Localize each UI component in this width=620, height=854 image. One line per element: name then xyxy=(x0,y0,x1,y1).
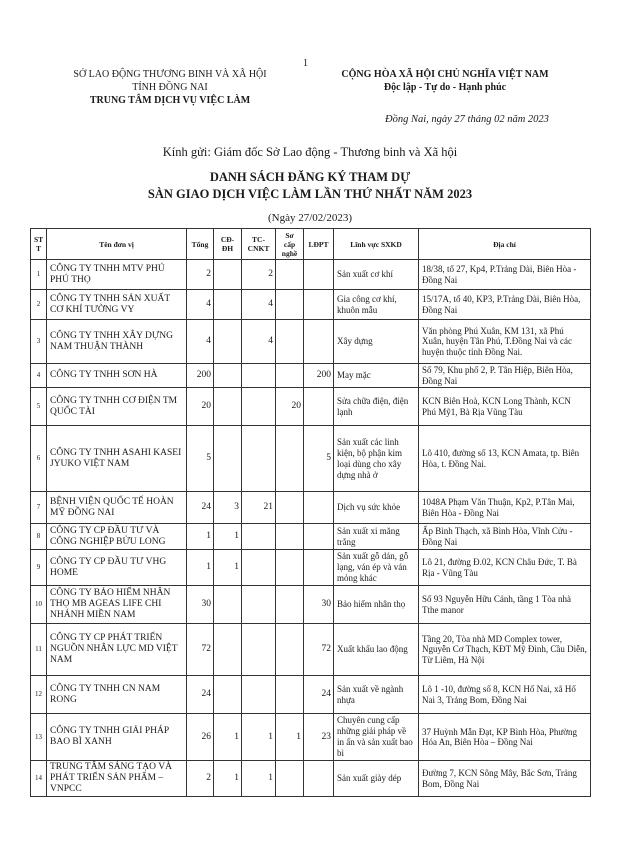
college-count: 1 xyxy=(214,550,242,586)
table-row xyxy=(31,761,591,797)
row-number: 6 xyxy=(31,426,47,492)
registration-table-container xyxy=(30,228,590,797)
row-number: 3 xyxy=(31,320,47,364)
business-field: Sản xuất cơ khí xyxy=(334,260,419,290)
unit-name: CÔNG TY TNHH CƠ ĐIỆN TM QUỐC TÀI xyxy=(47,388,187,426)
header-stt: ST T xyxy=(31,229,47,260)
primary-vocational-count xyxy=(276,290,304,320)
primary-vocational-count xyxy=(276,624,304,676)
address: Lô 21, đường Đ.02, KCN Châu Đức, T. Bà Rịa - Vũng Tàu xyxy=(419,550,591,586)
total-count: 72 xyxy=(187,624,214,676)
table-row xyxy=(31,714,591,761)
general-labor-count xyxy=(304,388,334,426)
row-number: 14 xyxy=(31,761,47,797)
address: Đường 7, KCN Sông Mây, Bắc Sơn, Trảng Bom, Đồng Nai xyxy=(419,761,591,797)
address: 37 Huỳnh Mẫn Đạt, KP Bình Hòa, Phường Hóa An, Biên Hòa – Đồng Nai xyxy=(419,714,591,761)
header-business-field: Lĩnh vực SXKD xyxy=(334,229,419,260)
document-date: (Ngày 27/02/2023) xyxy=(267,212,352,224)
header-address: Địa chỉ xyxy=(419,229,591,260)
primary-vocational-count xyxy=(276,260,304,290)
business-field: May mặc xyxy=(334,364,419,388)
business-field: Xây dựng xyxy=(334,320,419,364)
table-row xyxy=(31,388,591,426)
unit-name: CÔNG TY TNHH SẢN XUẤT CƠ KHÍ TƯỜNG VY xyxy=(47,290,187,320)
college-count xyxy=(214,676,242,714)
address: Lô 410, đường số 13, KCN Amata, tp. Biên Hòa, t. Đồng Nai. xyxy=(419,426,591,492)
general-labor-count xyxy=(304,320,334,364)
national-header xyxy=(325,68,565,94)
general-labor-count: 23 xyxy=(304,714,334,761)
college-count xyxy=(214,260,242,290)
unit-name: CÔNG TY BẢO HIỂM NHÂN THỌ MB AGEAS LIFE CHI NHÁNH MIỀN NAM xyxy=(47,586,187,624)
table-row xyxy=(31,524,591,550)
general-labor-count xyxy=(304,550,334,586)
college-count xyxy=(214,586,242,624)
unit-name: TRUNG TÂM SÁNG TẠO VÀ PHÁT TRIỂN SẢN PHẨM – VNPCC xyxy=(47,761,187,797)
document-title-line-1: DANH SÁCH ĐĂNG KÝ THAM DỰ xyxy=(209,170,411,184)
table-row xyxy=(31,586,591,624)
vocational-count xyxy=(242,550,276,586)
vocational-count xyxy=(242,426,276,492)
row-number: 13 xyxy=(31,714,47,761)
vocational-count xyxy=(242,624,276,676)
unit-name: CÔNG TY TNHH GIẢI PHÁP BAO BÌ XANH xyxy=(47,714,187,761)
college-count xyxy=(214,426,242,492)
college-count: 1 xyxy=(214,761,242,797)
total-count: 200 xyxy=(187,364,214,388)
row-number: 9 xyxy=(31,550,47,586)
row-number: 11 xyxy=(31,624,47,676)
agency-line-3: TRUNG TÂM DỊCH VỤ VIỆC LÀM xyxy=(89,95,251,106)
header-general-labor: LĐPT xyxy=(304,229,334,260)
address: Tầng 20, Tòa nhà MD Complex tower, Nguyễn Cơ Thạch, KĐT Mỹ Đình, Cầu Diễn, Từ Liêm, Hà Nội xyxy=(419,624,591,676)
row-number: 12 xyxy=(31,676,47,714)
vocational-count: 2 xyxy=(242,260,276,290)
general-labor-count xyxy=(304,492,334,524)
primary-vocational-count xyxy=(276,524,304,550)
college-count: 3 xyxy=(214,492,242,524)
general-labor-count: 200 xyxy=(304,364,334,388)
general-labor-count xyxy=(304,761,334,797)
primary-vocational-count xyxy=(276,364,304,388)
unit-name: CÔNG TY TNHH ASAHI KASEI JYUKO VIỆT NAM xyxy=(47,426,187,492)
college-count xyxy=(214,320,242,364)
general-labor-count: 30 xyxy=(304,586,334,624)
business-field: Chuyên cung cấp những giải pháp về in ấn và sản xuất bao bì xyxy=(334,714,419,761)
table-row xyxy=(31,550,591,586)
address: 15/17A, tổ 40, KP3, P.Trảng Dài, Biên Hòa, Đồng Nai xyxy=(419,290,591,320)
address: 1048A Phạm Văn Thuận, Kp2, P.Tân Mai, Biên Hòa - Đồng Nai xyxy=(419,492,591,524)
address: 18/38, tổ 27, Kp4, P.Trảng Dài, Biên Hòa - Đồng Nai xyxy=(419,260,591,290)
unit-name: CÔNG TY TNHH SƠN HÀ xyxy=(47,364,187,388)
business-field: Sản xuất xi măng trắng xyxy=(334,524,419,550)
primary-vocational-count xyxy=(276,426,304,492)
national-motto: Độc lập - Tự do - Hạnh phúc xyxy=(383,82,507,93)
agency-header xyxy=(70,68,270,107)
nation-name: CỘNG HÒA XÃ HỘI CHỦ NGHĨA VIỆT NAM xyxy=(341,69,549,80)
address: Số 93 Nguyễn Hữu Cảnh, tầng 1 Tòa nhà Tthe manor xyxy=(419,586,591,624)
document-title-line-2: SÀN GIAO DỊCH VIỆC LÀM LẦN THỨ NHẤT NĂM 2023 xyxy=(147,187,473,201)
college-count xyxy=(214,290,242,320)
vocational-count xyxy=(242,586,276,624)
general-labor-count: 24 xyxy=(304,676,334,714)
row-number: 10 xyxy=(31,586,47,624)
business-field: Sản xuất về ngành nhựa xyxy=(334,676,419,714)
total-count: 2 xyxy=(187,260,214,290)
primary-vocational-count xyxy=(276,676,304,714)
business-field: Bảo hiểm nhân thọ xyxy=(334,586,419,624)
table-row xyxy=(31,492,591,524)
business-field: Sản xuất gỗ dán, gỗ lạng, ván ép và ván mỏng khác xyxy=(334,550,419,586)
header-unit-name: Tên đơn vị xyxy=(47,229,187,260)
table-row xyxy=(31,320,591,364)
business-field: Sửa chữa điện, điện lạnh xyxy=(334,388,419,426)
table-row xyxy=(31,364,591,388)
unit-name: BỆNH VIỆN QUỐC TẾ HOÀN MỸ ĐỒNG NAI xyxy=(47,492,187,524)
total-count: 30 xyxy=(187,586,214,624)
table-row xyxy=(31,624,591,676)
row-number: 2 xyxy=(31,290,47,320)
recipient-line: Kính gửi: Giám đốc Sở Lao động - Thương binh và Xã hội xyxy=(162,145,458,159)
total-count: 1 xyxy=(187,550,214,586)
general-labor-count xyxy=(304,260,334,290)
row-number: 7 xyxy=(31,492,47,524)
address: Văn phòng Phú Xuân, KM 131, xã Phú Xuân, huyện Tân Phú, T.Đồng Nai và các huyện thuộc tỉnh Đồng Nai. xyxy=(419,320,591,364)
primary-vocational-count: 1 xyxy=(276,714,304,761)
registration-table xyxy=(30,228,591,797)
address: Ấp Bình Thạch, xã Bình Hòa, Vĩnh Cửu - Đồng Nai xyxy=(419,524,591,550)
row-number: 1 xyxy=(31,260,47,290)
vocational-count: 4 xyxy=(242,290,276,320)
total-count: 26 xyxy=(187,714,214,761)
total-count: 5 xyxy=(187,426,214,492)
primary-vocational-count xyxy=(276,492,304,524)
primary-vocational-count xyxy=(276,320,304,364)
issue-date: Đồng Nai, ngày 27 tháng 02 năm 2023 xyxy=(385,114,549,125)
vocational-count xyxy=(242,364,276,388)
address: Số 79, Khu phố 2, P. Tân Hiệp, Biên Hòa, Đồng Nai xyxy=(419,364,591,388)
table-row xyxy=(31,426,591,492)
unit-name: CÔNG TY TNHH CN NAM RONG xyxy=(47,676,187,714)
total-count: 24 xyxy=(187,676,214,714)
agency-line-1: SỞ LAO ĐỘNG THƯƠNG BINH VÀ XÃ HỘI xyxy=(73,69,267,80)
unit-name: CÔNG TY CP ĐẦU TƯ VÀ CÔNG NGHIỆP BỬU LONG xyxy=(47,524,187,550)
college-count: 1 xyxy=(214,524,242,550)
total-count: 2 xyxy=(187,761,214,797)
vocational-count: 21 xyxy=(242,492,276,524)
unit-name: CÔNG TY TNHH XÂY DỰNG NAM THUẬN THÀNH xyxy=(47,320,187,364)
college-count xyxy=(214,624,242,676)
unit-name: CÔNG TY CP PHÁT TRIỂN NGUỒN NHÂN LỰC MD VIỆT NAM xyxy=(47,624,187,676)
total-count: 1 xyxy=(187,524,214,550)
vocational-count xyxy=(242,524,276,550)
college-count xyxy=(214,364,242,388)
total-count: 4 xyxy=(187,290,214,320)
primary-vocational-count xyxy=(276,586,304,624)
total-count: 4 xyxy=(187,320,214,364)
vocational-count: 4 xyxy=(242,320,276,364)
table-row xyxy=(31,260,591,290)
address: KCN Biên Hoà, KCN Long Thành, KCN Phú Mỹ1, Bà Rịa Vũng Tàu xyxy=(419,388,591,426)
page-number: 1 xyxy=(303,58,308,69)
general-labor-count xyxy=(304,524,334,550)
total-count: 24 xyxy=(187,492,214,524)
header-vocational: TC-CNKT xyxy=(242,229,276,260)
agency-line-2: TỈNH ĐỒNG NAI xyxy=(132,82,208,93)
address: Lô 1 -10, đường số 8, KCN Hố Nai, xã Hố Nai 3, Trảng Bom, Đồng Nai xyxy=(419,676,591,714)
row-number: 4 xyxy=(31,364,47,388)
business-field: Gia công cơ khí, khuôn mẫu xyxy=(334,290,419,320)
table-header-row xyxy=(31,229,591,260)
header-total: Tổng xyxy=(187,229,214,260)
business-field: Sản xuất các linh kiện, bộ phận kim loại dùng cho xây dựng nhà ở xyxy=(334,426,419,492)
primary-vocational-count xyxy=(276,761,304,797)
general-labor-count xyxy=(304,290,334,320)
college-count xyxy=(214,388,242,426)
vocational-count: 1 xyxy=(242,714,276,761)
general-labor-count: 5 xyxy=(304,426,334,492)
header-college: CĐ-ĐH xyxy=(214,229,242,260)
primary-vocational-count xyxy=(276,550,304,586)
unit-name: CÔNG TY CP ĐẦU TƯ VHG HOME xyxy=(47,550,187,586)
college-count: 1 xyxy=(214,714,242,761)
row-number: 5 xyxy=(31,388,47,426)
total-count: 20 xyxy=(187,388,214,426)
row-number: 8 xyxy=(31,524,47,550)
header-primary-vocational: Sơ cấp nghề xyxy=(276,229,304,260)
general-labor-count: 72 xyxy=(304,624,334,676)
business-field: Xuất khẩu lao động xyxy=(334,624,419,676)
table-row xyxy=(31,290,591,320)
business-field: Sản xuất giày dép xyxy=(334,761,419,797)
vocational-count xyxy=(242,388,276,426)
table-row xyxy=(31,676,591,714)
business-field: Dịch vụ sức khỏe xyxy=(334,492,419,524)
unit-name: CÔNG TY TNHH MTV PHÚ PHÚ THỌ xyxy=(47,260,187,290)
vocational-count: 1 xyxy=(242,761,276,797)
primary-vocational-count: 20 xyxy=(276,388,304,426)
vocational-count xyxy=(242,676,276,714)
